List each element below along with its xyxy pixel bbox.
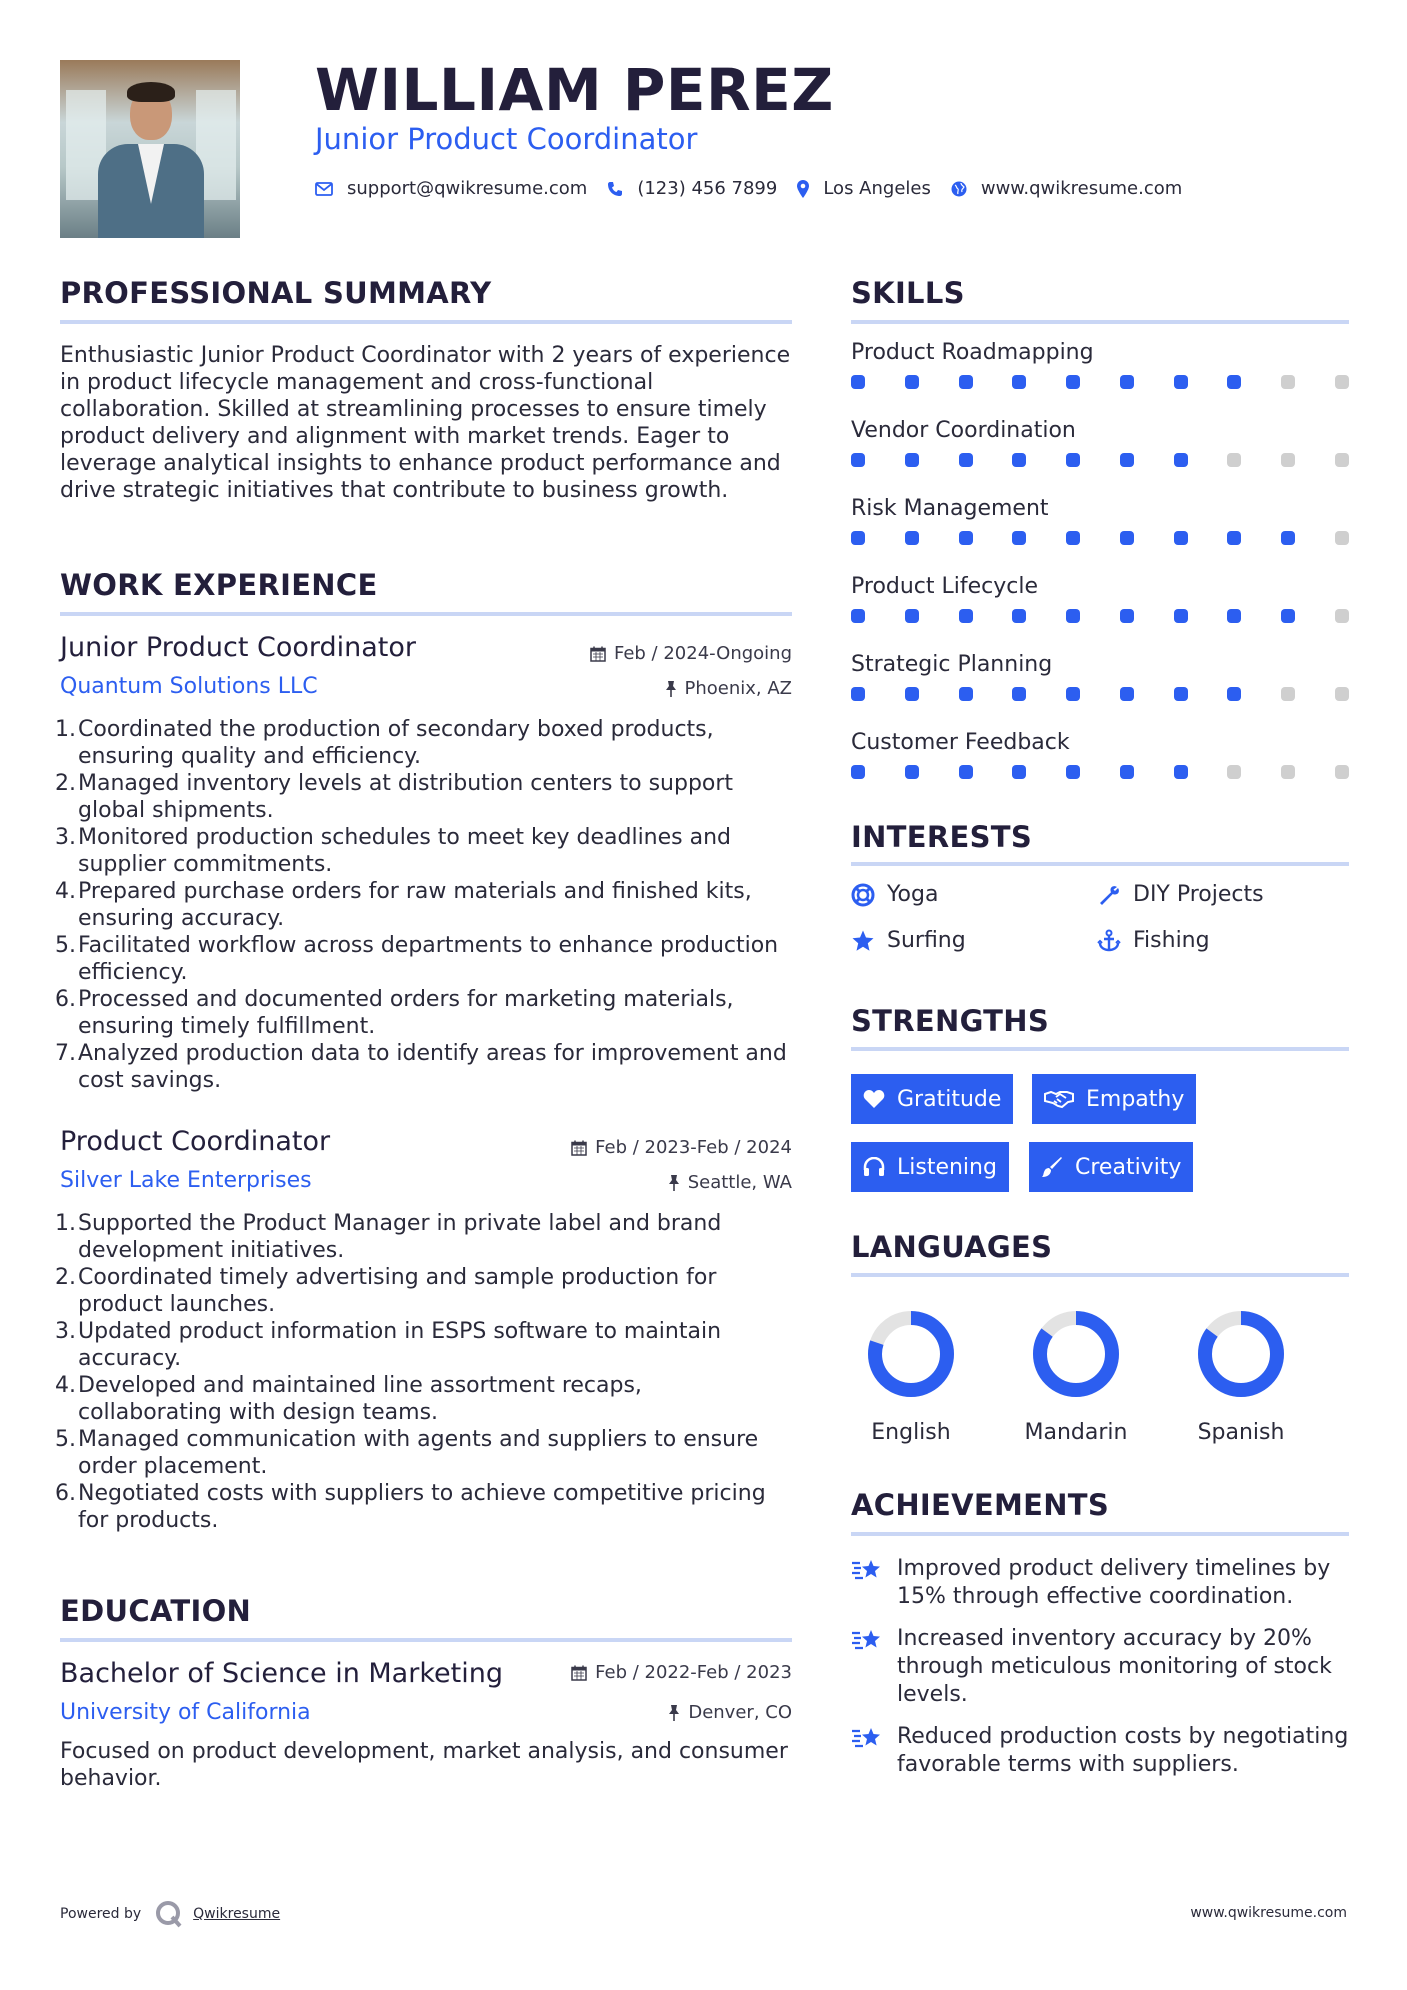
phone-icon	[607, 181, 623, 197]
skill-dot-empty	[1227, 765, 1241, 779]
achievement-item	[851, 1625, 1349, 1709]
anchor-icon	[1097, 929, 1121, 953]
skill-dot-filled	[1066, 765, 1080, 779]
summary-text: Enthusiastic Junior Product Coordinator with 2 years of experience in product lifecycle management and cross-functional collaboration. Skilled at streamlining processes to ensure timely product delivery and alignment with market trends. Eager to leverage analytical insights to enhance product performance and drive strategic initiatives that contribute to business growth.	[60, 343, 791, 503]
interest-label: Fishing	[1133, 928, 1210, 953]
skill-dot-filled	[1227, 687, 1241, 701]
language-donut	[1030, 1308, 1122, 1400]
list-item: 3. Updated product information in ESPS software to maintain accuracy.	[55, 1319, 722, 1371]
skill-level-dots	[851, 375, 1349, 389]
language-name: English	[871, 1420, 951, 1445]
skill-dot-filled	[905, 765, 919, 779]
job-title: Product Coordinator	[60, 1126, 331, 1157]
school-name: University of California	[60, 1700, 311, 1725]
skill-dot-empty	[1281, 687, 1295, 701]
skill-dot-empty	[1281, 375, 1295, 389]
interest-item	[851, 928, 966, 953]
strengths-heading: STRENGTHS	[851, 1004, 1050, 1038]
skill-name: Customer Feedback	[851, 730, 1070, 755]
skill-dot-filled	[905, 609, 919, 623]
skill-level-dots	[851, 453, 1349, 467]
achievement-item	[851, 1723, 1349, 1779]
skill-dot-filled	[1227, 609, 1241, 623]
skill-name: Vendor Coordination	[851, 418, 1076, 443]
skill-dot-empty	[1335, 609, 1349, 623]
language-item	[1176, 1308, 1306, 1445]
job-dates	[571, 1137, 792, 1158]
skill-name: Risk Management	[851, 496, 1049, 521]
achievements-heading: ACHIEVEMENTS	[851, 1488, 1110, 1522]
interest-label: Surfing	[887, 928, 966, 953]
paintbrush-icon	[1041, 1156, 1063, 1178]
shooting-star-icon	[851, 1627, 883, 1661]
skill-dot-filled	[1120, 765, 1134, 779]
language-item	[846, 1308, 976, 1445]
skill-dot-filled	[1012, 687, 1026, 701]
lifebuoy-icon	[851, 883, 875, 907]
job-dates-text: Feb / 2024-Ongoing	[613, 643, 792, 664]
skill-dot-filled	[851, 531, 865, 545]
contact-phone[interactable]: (123) 456 7899	[637, 178, 778, 199]
language-name: Spanish	[1197, 1420, 1285, 1445]
calendar-icon	[571, 1140, 587, 1156]
list-item: 1. Coordinated the production of secondary boxed products, ensuring quality and efficiency.	[55, 717, 714, 769]
pushpin-icon	[668, 1704, 680, 1722]
skill-dot-empty	[1335, 531, 1349, 545]
contact-email[interactable]: support@qwikresume.com	[347, 178, 588, 199]
summary-heading: PROFESSIONAL SUMMARY	[60, 276, 492, 310]
education-dates	[571, 1662, 792, 1683]
strength-label: Empathy	[1086, 1086, 1185, 1112]
skill-dot-empty	[1281, 453, 1295, 467]
skill-dot-filled	[1281, 531, 1295, 545]
list-item: 7. Analyzed production data to identify areas for improvement and cost savings.	[55, 1041, 787, 1093]
strength-label: Gratitude	[897, 1086, 1002, 1112]
list-item: 6. Processed and documented orders for marketing materials, ensuring timely fulfillment.	[55, 987, 734, 1039]
strength-badge	[1032, 1074, 1196, 1124]
interests-rule	[851, 862, 1349, 866]
skill-dot-empty	[1335, 765, 1349, 779]
skill-dot-filled	[1066, 687, 1080, 701]
skill-dot-filled	[905, 375, 919, 389]
headphones-icon	[863, 1157, 885, 1177]
pushpin-icon	[665, 680, 677, 698]
skill-dot-filled	[1227, 531, 1241, 545]
skill-row	[851, 574, 1349, 623]
envelope-icon	[315, 182, 333, 196]
skill-dot-filled	[1120, 531, 1134, 545]
achievement-text: Reduced production costs by negotiating favorable terms with suppliers.	[897, 1724, 1349, 1777]
skill-dot-filled	[1120, 609, 1134, 623]
job-title: Junior Product Coordinator	[60, 632, 417, 663]
experience-rule	[60, 612, 792, 616]
skill-name: Product Lifecycle	[851, 574, 1039, 599]
skill-dot-filled	[1012, 531, 1026, 545]
skill-dot-filled	[851, 609, 865, 623]
profile-photo	[60, 60, 240, 238]
list-item: 5. Managed communication with agents and suppliers to ensure order placement.	[55, 1427, 759, 1479]
achievements-rule	[851, 1532, 1349, 1536]
contact-website[interactable]: www.qwikresume.com	[980, 178, 1183, 199]
job-location	[668, 1172, 792, 1193]
skill-dot-filled	[1012, 609, 1026, 623]
list-item: 4. Developed and maintained line assortment recaps, collaborating with design teams.	[55, 1373, 642, 1425]
skill-dot-filled	[1174, 765, 1188, 779]
list-item: 5. Facilitated workflow across departments to enhance production efficiency.	[55, 933, 779, 985]
candidate-name: WILLIAM PEREZ	[315, 56, 834, 124]
skill-dot-filled	[1174, 687, 1188, 701]
skills-list	[851, 340, 1349, 808]
list-item: 2. Coordinated timely advertising and sample production for product launches.	[55, 1265, 717, 1317]
calendar-icon	[590, 646, 606, 662]
job-location-text: Seattle, WA	[687, 1172, 792, 1193]
language-item	[1011, 1308, 1141, 1445]
skill-dot-filled	[1120, 687, 1134, 701]
footer-powered-by	[60, 1900, 280, 1928]
interest-label: Yoga	[887, 882, 939, 907]
languages-list	[846, 1308, 1306, 1445]
skill-dot-filled	[1174, 609, 1188, 623]
skill-level-dots	[851, 609, 1349, 623]
skills-rule	[851, 320, 1349, 324]
language-name: Mandarin	[1024, 1420, 1128, 1445]
skill-dot-filled	[1174, 375, 1188, 389]
skill-dot-filled	[959, 375, 973, 389]
skill-dot-empty	[1335, 687, 1349, 701]
heart-icon	[863, 1089, 885, 1109]
skill-level-dots	[851, 765, 1349, 779]
skill-dot-filled	[905, 687, 919, 701]
job-dates	[590, 643, 792, 664]
skill-dot-filled	[959, 453, 973, 467]
skill-dot-filled	[1227, 375, 1241, 389]
education-location-text: Denver, CO	[688, 1702, 792, 1723]
skill-dot-filled	[851, 453, 865, 467]
job-duties	[55, 1210, 792, 1534]
qwikresume-logo-icon	[155, 1900, 183, 1928]
skill-row	[851, 340, 1349, 389]
brand-link[interactable]: Qwikresume	[193, 1906, 281, 1922]
skill-dot-empty	[1335, 375, 1349, 389]
achievement-text: Increased inventory accuracy by 20% through meticulous monitoring of stock levels.	[897, 1626, 1332, 1707]
skill-dot-filled	[851, 375, 865, 389]
skill-dot-filled	[1066, 453, 1080, 467]
strength-badge	[1029, 1142, 1193, 1192]
job-location-text: Phoenix, AZ	[684, 678, 792, 699]
skill-dot-filled	[1066, 609, 1080, 623]
job-duties	[55, 716, 792, 1094]
strength-label: Creativity	[1075, 1154, 1182, 1180]
list-item: 1. Supported the Product Manager in private label and brand development initiatives.	[55, 1211, 722, 1263]
star-icon	[851, 929, 875, 953]
skill-dot-filled	[905, 453, 919, 467]
achievement-text: Improved product delivery timelines by 15% through effective coordination.	[897, 1556, 1331, 1609]
experience-heading: WORK EXPERIENCE	[60, 568, 378, 602]
education-rule	[60, 1638, 792, 1642]
skill-name: Strategic Planning	[851, 652, 1053, 677]
skill-dot-empty	[1335, 453, 1349, 467]
interest-item	[1097, 882, 1264, 907]
languages-heading: LANGUAGES	[851, 1230, 1053, 1264]
languages-rule	[851, 1273, 1349, 1277]
interests-heading: INTERESTS	[851, 820, 1033, 854]
map-pin-icon	[797, 180, 809, 198]
skill-dot-filled	[959, 531, 973, 545]
skill-dot-filled	[1066, 375, 1080, 389]
footer-website[interactable]: www.qwikresume.com	[1190, 1905, 1347, 1921]
strength-badge	[851, 1074, 1013, 1124]
interest-label: DIY Projects	[1133, 882, 1264, 907]
job-location	[665, 678, 793, 699]
degree-title: Bachelor of Science in Marketing	[60, 1658, 503, 1689]
calendar-icon	[571, 1665, 587, 1681]
education-description: Focused on product development, market analysis, and consumer behavior.	[60, 1739, 788, 1791]
skill-dot-filled	[851, 765, 865, 779]
education-heading: EDUCATION	[60, 1594, 252, 1628]
skill-row	[851, 652, 1349, 701]
skill-level-dots	[851, 687, 1349, 701]
powered-by-label: Powered by	[60, 1906, 142, 1922]
language-donut	[1195, 1308, 1287, 1400]
candidate-role: Junior Product Coordinator	[315, 122, 698, 156]
skill-dot-filled	[1012, 453, 1026, 467]
handshake-icon	[1044, 1089, 1074, 1109]
wrench-icon	[1097, 883, 1121, 907]
list-item: 6. Negotiated costs with suppliers to achieve competitive pricing for products.	[55, 1481, 766, 1533]
job-dates-text: Feb / 2023-Feb / 2024	[595, 1137, 792, 1158]
skill-dot-filled	[1012, 765, 1026, 779]
strength-badge	[851, 1142, 1009, 1192]
education-location	[668, 1702, 792, 1723]
skill-dot-filled	[905, 531, 919, 545]
achievements-list	[851, 1555, 1349, 1779]
strengths-rule	[851, 1047, 1349, 1051]
interest-item	[1097, 928, 1210, 953]
strength-label: Listening	[897, 1154, 997, 1180]
skill-dot-filled	[1120, 375, 1134, 389]
job-company: Quantum Solutions LLC	[60, 674, 318, 699]
skill-dot-filled	[1012, 375, 1026, 389]
skill-row	[851, 418, 1349, 467]
list-item: 3. Monitored production schedules to meet key deadlines and supplier commitments.	[55, 825, 732, 877]
achievement-item	[851, 1555, 1349, 1611]
skill-dot-filled	[959, 687, 973, 701]
skill-dot-empty	[1281, 765, 1295, 779]
shooting-star-icon	[851, 1557, 883, 1591]
list-item: 2. Managed inventory levels at distribution centers to support global shipments.	[55, 771, 734, 823]
skill-dot-filled	[1066, 531, 1080, 545]
skill-dot-filled	[959, 609, 973, 623]
skill-dot-filled	[1174, 531, 1188, 545]
contact-location: Los Angeles	[823, 178, 931, 199]
shooting-star-icon	[851, 1725, 883, 1759]
skill-level-dots	[851, 531, 1349, 545]
list-item: 4. Prepared purchase orders for raw materials and finished kits, ensuring accuracy.	[55, 879, 752, 931]
job-company: Silver Lake Enterprises	[60, 1168, 312, 1193]
skill-dot-filled	[1174, 453, 1188, 467]
skill-dot-filled	[959, 765, 973, 779]
skill-name: Product Roadmapping	[851, 340, 1094, 365]
skill-dot-filled	[851, 687, 865, 701]
interest-item	[851, 882, 938, 907]
skill-dot-filled	[1281, 609, 1295, 623]
summary-rule	[60, 320, 792, 324]
skill-row	[851, 730, 1349, 779]
language-donut	[865, 1308, 957, 1400]
globe-icon	[951, 181, 967, 197]
skill-row	[851, 496, 1349, 545]
contact-bar	[315, 178, 1202, 199]
education-dates-text: Feb / 2022-Feb / 2023	[595, 1662, 792, 1683]
pushpin-icon	[668, 1174, 680, 1192]
skill-dot-filled	[1120, 453, 1134, 467]
skill-dot-empty	[1227, 453, 1241, 467]
skills-heading: SKILLS	[851, 276, 965, 310]
